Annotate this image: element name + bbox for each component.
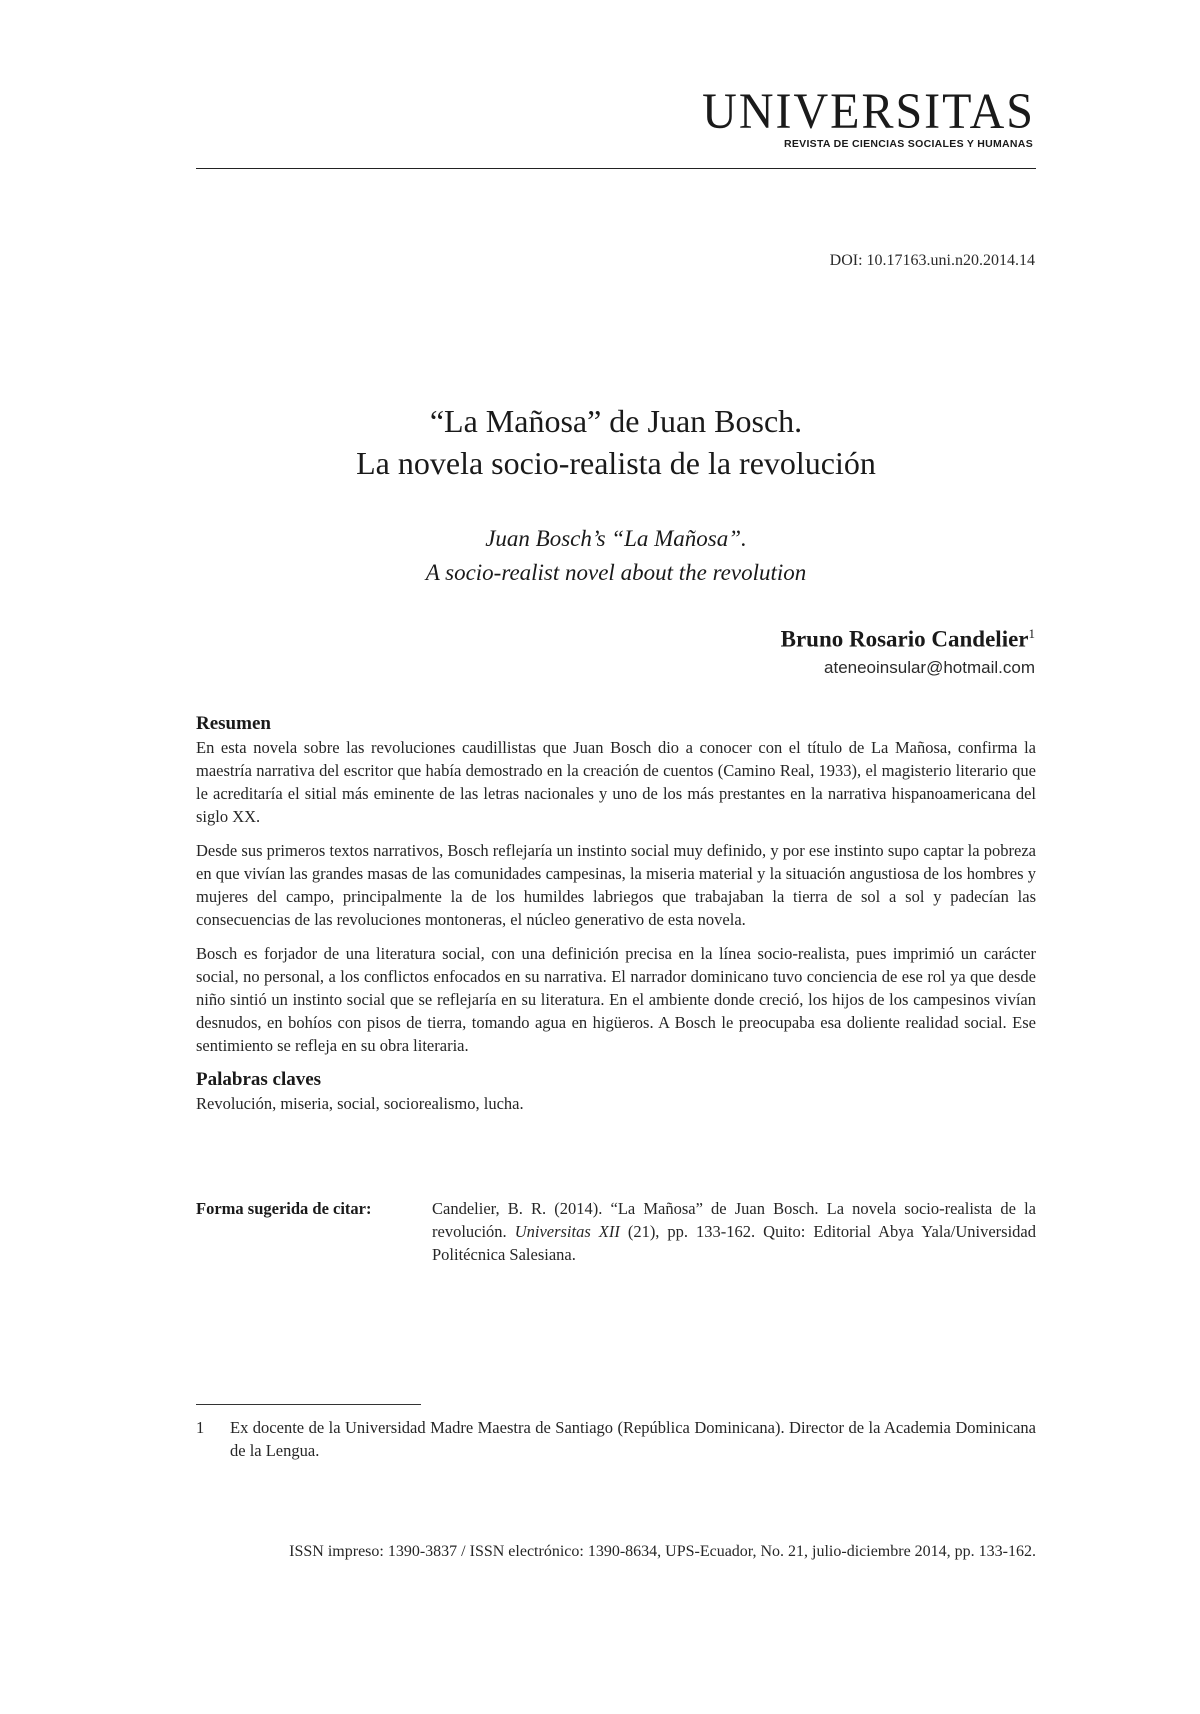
keywords-heading: Palabras claves xyxy=(196,1069,322,1090)
abstract-paragraph-1: En esta novela sobre las revoluciones caudillistas que Juan Bosch dio a conocer con el título de La Mañosa, confirma la maestría narrativa del escritor que había demostrado en la creación de cuentos (Camino Real, 1933), el magisterio literario que le acreditaría el sitial más eminente de las letras nacionales y uno de los más prestantes en la narrativa hispanoamericana del siglo XX. xyxy=(196,738,1036,826)
journal-subtitle: REVISTA DE CIENCIAS SOCIALES Y HUMANAS xyxy=(783,138,1033,150)
title-en-line-1: Juan Bosch’s “La Mañosa”. xyxy=(485,526,747,551)
abstract-paragraph-3: Bosch es forjador de una literatura social, con una definición precisa en la línea socio-realista, pues imprimió un carácter social, no personal, a los conflictos enfocados en su narrativa. El narrador dominicano tuvo conciencia de ese rol ya que desde niño sintió un instinto social que se reflejaría en su literatura. En el ambiente donde creció, los hijos de los campesinos vivían desnudos, en bohíos con pisos de tierra, tomando agua en higüeros. A Bosch le preocupaba esa doliente realidad social. Ese sentimiento se refleja en su obra literaria. xyxy=(196,944,1036,1055)
citation-text xyxy=(432,1197,1036,1266)
author-footnote-ref: 1 xyxy=(1028,626,1035,641)
issn-footer: ISSN impreso: 1390-3837 / ISSN electrónico: 1390-8634, UPS-Ecuador, No. 21, julio-diciembre 2014, pp. 133-162. xyxy=(289,1543,1036,1560)
citation-text-before: Candelier, B. R. (2014). “La Mañosa” de Juan Bosch. La novela socio-realista de la revolución. xyxy=(432,1199,1036,1241)
abstract-paragraph-2: Desde sus primeros textos narrativos, Bosch reflejaría un instinto social muy definido, y por ese instinto supo captar la pobreza en que vivían las grandes masas de las comunidades campesinas, la miseria material y la situación angustiosa de los hombres y mujeres del campo, principalmente la de los humildes labriegos que trabajaban la tierra de sol a sol y padecían las consecuencias de las revoluciones montoneras, el núcleo generativo de esta novela. xyxy=(196,841,1036,929)
citation-journal: Universitas XII xyxy=(514,1222,620,1241)
journal-masthead xyxy=(702,83,1035,150)
author-name: Bruno Rosario Candelier xyxy=(780,626,1029,652)
title-en-line-2: A socio-realist novel about the revolution xyxy=(425,560,807,585)
footnote-divider xyxy=(196,1404,421,1405)
title-es-line-2: La novela socio-realista de la revolución xyxy=(356,445,876,481)
abstract-section xyxy=(196,712,1036,1115)
author-name-block xyxy=(781,626,1035,653)
footnote xyxy=(196,1416,1036,1462)
journal-title: UNIVERSITAS xyxy=(702,83,1035,140)
suggested-citation xyxy=(196,1197,1036,1266)
citation-label: Forma sugerida de citar: xyxy=(196,1199,372,1218)
header-divider xyxy=(196,168,1036,169)
footnote-number: 1 xyxy=(196,1418,205,1437)
citation-text-after: (21), pp. 133-162. Quito: Editorial Abya Yala/Universidad Politécnica Salesiana. xyxy=(432,1222,1036,1264)
footnote-text: Ex docente de la Universidad Madre Maestra de Santiago (República Dominicana). Director de la Academia Dominicana de la Lengua. xyxy=(230,1418,1036,1460)
abstract-heading: Resumen xyxy=(196,713,271,734)
title-es-line-1: “La Mañosa” de Juan Bosch. xyxy=(429,403,803,439)
article-title-english xyxy=(196,522,1036,590)
keywords-list: Revolución, miseria, social, sociorealismo, lucha. xyxy=(196,1094,524,1113)
doi-text: DOI: 10.17163.uni.n20.2014.14 xyxy=(829,252,1035,269)
article-title-spanish xyxy=(196,400,1036,484)
author-email: ateneoinsular@hotmail.com xyxy=(824,658,1035,677)
